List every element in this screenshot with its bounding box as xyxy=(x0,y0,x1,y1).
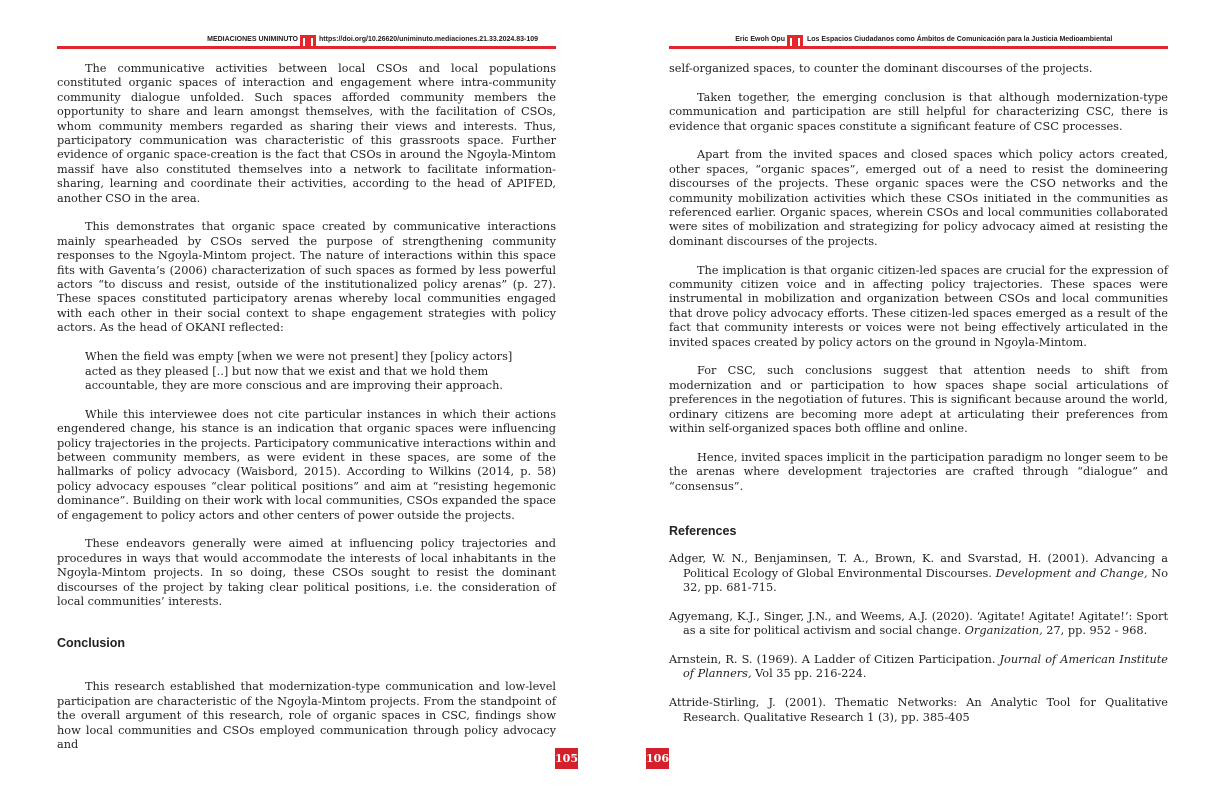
paragraph: The implication is that organic citizen-led spaces are crucial for the expression of community citizen voice and in affecting policy trajectories. These spaces were instrumental in mobilization and organization between CSOs and local communities that drove policy advocacy efforts. These citizen-led spaces emerged as a result of the fact that community interests or voices were not being effectively articulated in the invited spaces created by policy actors on the ground in Ngoyla-Mintom. xyxy=(669,263,1168,349)
references-heading: References xyxy=(669,524,737,539)
running-header xyxy=(669,35,1168,51)
paragraph: This research established that modernization-type communication and low-level participation are characteristic of the Ngoyla-Mintom projects. From the standpoint of the overall argument of this research, role of organic spaces in CSC, findings show how local communities and CSOs employed communication through policy advocacy and xyxy=(57,680,556,751)
paragraph: Apart from the invited spaces and closed spaces which policy actors created, other spaces, “organic spaces”, emerged out of a need to resist the domineering discourses of the projects. These organic spaces were the CSO networks and the community mobilization activities which these CSOs initiated in the communities as referenced earlier. Organic spaces, wherein CSOs and local communities collaborated were sites of mobilization and strategizing for policy advocacy aimed at resisting the dominant discourses of the projects. xyxy=(669,148,1168,248)
reference-item: Agyemang, K.J., Singer, J.N., and Weems, A.J. (2020). ‘Agitate! Agitate! Agitate!’: Sport as a site for political activism and social change. Organization, 27, pp. 952 - 968. xyxy=(669,609,1168,638)
header-rule xyxy=(669,46,1168,49)
paragraph: While this interviewee does not cite particular instances in which their actions engendered change, his stance is an indication that organic spaces were influencing policy trajectories in the projects. Participatory communicative interactions within and between community members, as were evident in these spaces, are some of the hallmarks of policy advocacy (Waisbord, 2015). According to Wilkins (2014, p. 58) policy advocacy espouses “clear political positions” and aim at “resisting hegemonic dominance”. Building on their work with local communities, CSOs expanded the space of engagement to policy actors and other centers of power outside the projects. xyxy=(57,407,556,522)
running-header xyxy=(57,35,556,51)
block-quote: When the field was empty [when we were not present] they [policy actors] acted as they pleased [..] but now that we exist and that we hold them accountable, they are more conscious and are improving their approach. xyxy=(85,350,513,392)
right-page xyxy=(646,0,1169,792)
page-number: 106 xyxy=(646,748,669,769)
paragraph: The communicative activities between local CSOs and local populations constituted organic spaces of interaction and engagement where intra-community community dialogue unfolded. Such spaces afforded community members the opportunity to share and learn amongst themselves, with the facilitation of CSOs, whom community members regarded as sharing their views and interests. Thus, participatory communication was characteristic of this grassroots space. Further evidence of organic space-creation is the fact that CSOs in around the Ngoyla-Mintom massif have also constituted themselves into a network to facilitate information-sharing, learning and coordinate their activities, according to the head of APIFED, another CSO in the area. xyxy=(57,62,556,205)
reference-item: Arnstein, R. S. (1969). A Ladder of Citizen Participation. Journal of American Institute of Planners, Vol 35 pp. 216-224. xyxy=(669,652,1168,681)
paragraph: Hence, invited spaces implicit in the participation paradigm no longer seem to be the arenas where development trajectories are crafted through “dialogue” and “consensus”. xyxy=(669,450,1168,493)
article-title: Los Espacios Ciudadanos como Ámbitos de Comunicación para la Justicia Medioambiental xyxy=(807,36,1113,43)
journal-name: MEDIACIONES UNIMINUTO xyxy=(207,36,298,43)
author-name: Eric Ewoh Opu xyxy=(735,36,785,43)
paragraph: Taken together, the emerging conclusion is that although modernization-type communication and participation are still helpful for characterizing CSC, there is evidence that organic spaces constitute a significant feature of CSC processes. xyxy=(669,90,1168,133)
page-number: 105 xyxy=(555,748,578,769)
section-heading: Conclusion xyxy=(57,636,126,651)
reference-item: Adger, W. N., Benjaminsen, T. A., Brown, K. and Svarstad, H. (2001). Advancing a Political Ecology of Global Environmental Discourses. Development and Change, No 32, pp. 681-715. xyxy=(669,552,1168,594)
body-text xyxy=(669,62,1168,725)
body-text xyxy=(57,62,556,752)
reference-item: Attride-Stirling, J. (2001). Thematic Networks: An Analytic Tool for Qualitative Research. Qualitative Research 1 (3), pp. 385-405 xyxy=(669,696,1168,724)
paragraph: These endeavors generally were aimed at influencing policy trajectories and procedures in ways that would accommodate the interests of local inhabitants in the Ngoyla-Mintom projects. In so doing, these CSOs sought to resist the dominant discourses of the project by taking clear political positions, i.e. the consideration of local communities’ interests. xyxy=(57,537,556,608)
doi-link[interactable]: https://doi.org/10.26620/uniminuto.mediaciones.21.33.2024.83-109 xyxy=(319,36,539,43)
paragraph: self-organized spaces, to counter the dominant discourses of the projects. xyxy=(669,62,1093,75)
paragraph: For CSC, such conclusions suggest that attention needs to shift from modernization and or participation to how spaces shape social articulations of preferences in the negotiation of futures. This is significant because around the world, ordinary citizens are becoming more adept at articulating their preferences from within self-organized spaces both offline and online. xyxy=(669,364,1168,436)
header-rule xyxy=(57,46,556,49)
paragraph: This demonstrates that organic space created by communicative interactions mainly spearheaded by CSOs served the purpose of strengthening community responses to the Ngoyla-Mintom project. The nature of interactions within this space fits with Gaventa’s (2006) characterization of such spaces as formed by less powerful actors “to discuss and resist, outside of the institutionalized policy arenas” (p. 27). These spaces constituted participatory arenas whereby local communities engaged with each other in their social context to shape engagement strategies with policy actors. As the head of OKANI reflected: xyxy=(57,220,556,335)
left-page xyxy=(57,0,578,792)
